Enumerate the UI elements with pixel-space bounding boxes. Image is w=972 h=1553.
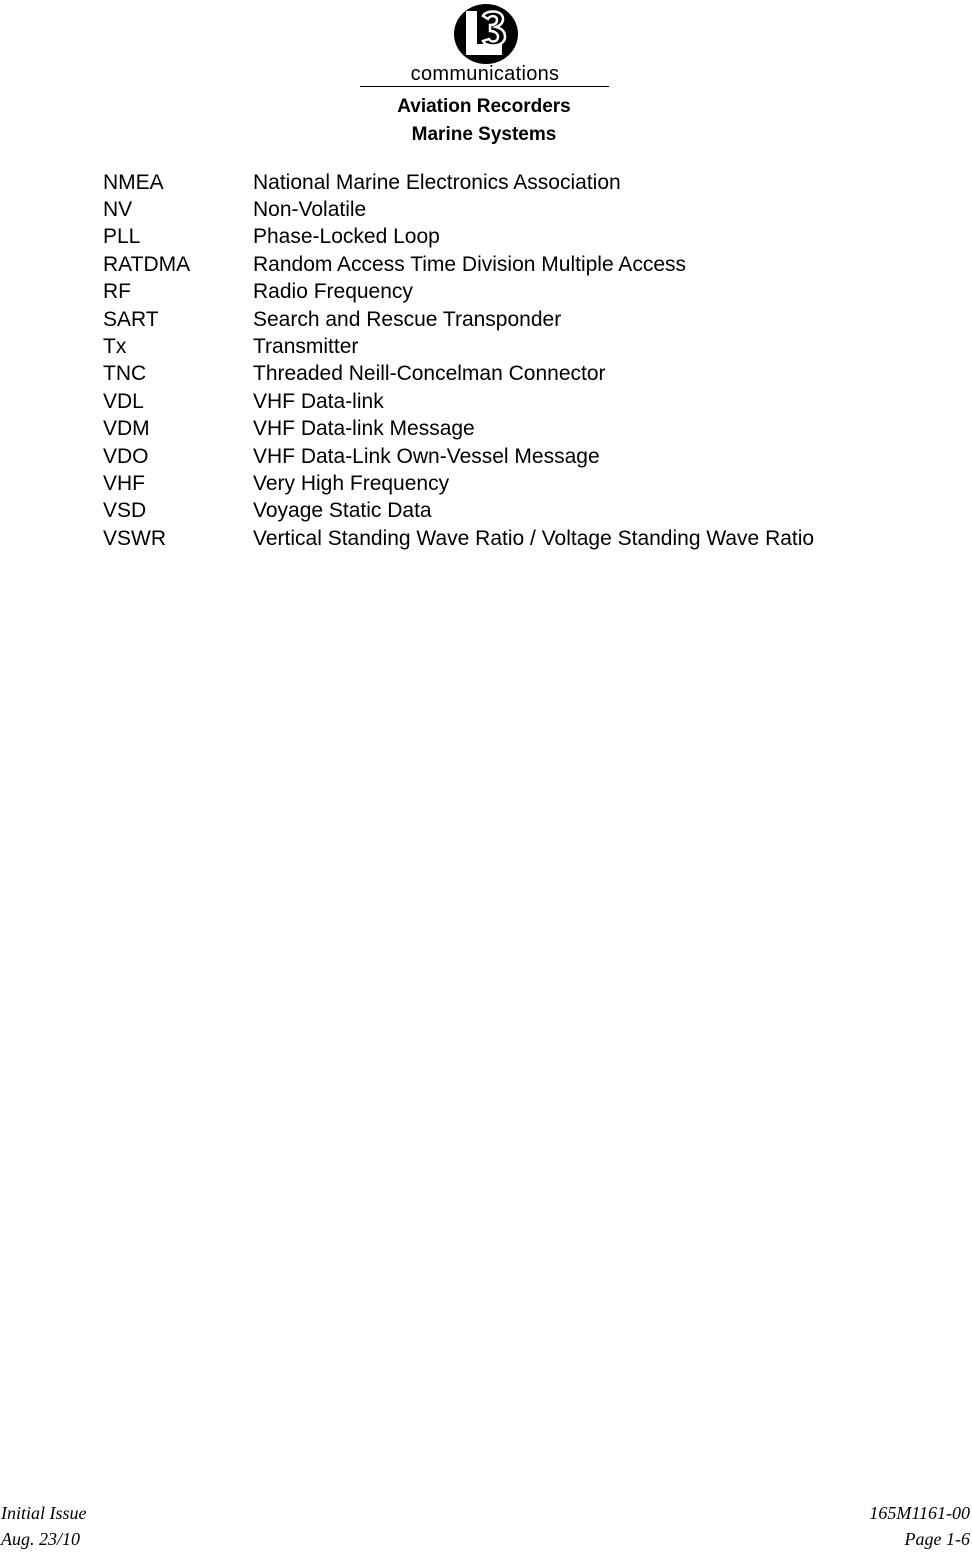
abbreviation-row xyxy=(103,361,923,388)
footer-issue-block xyxy=(1,1500,87,1552)
abbreviation-definition: National Marine Electronics Association xyxy=(253,170,621,194)
abbreviation-row xyxy=(103,169,923,196)
abbreviation-definition: VHF Data-link Message xyxy=(253,417,475,441)
abbreviation-term: TNC xyxy=(103,362,147,386)
footer-issue: Initial Issue xyxy=(1,1503,87,1523)
abbreviation-term: Tx xyxy=(103,335,127,359)
abbreviation-term: NMEA xyxy=(103,170,164,194)
abbreviation-row xyxy=(103,388,923,415)
abbreviation-term: VDM xyxy=(103,417,150,441)
abbreviation-term: NV xyxy=(103,198,133,222)
abbreviation-term: VSWR xyxy=(103,526,166,550)
abbreviation-definition: Search and Rescue Transponder xyxy=(253,307,562,331)
abbreviation-row xyxy=(103,251,923,278)
abbreviation-term: RATDMA xyxy=(103,252,191,276)
abbreviation-term: VSD xyxy=(103,499,147,523)
page-header xyxy=(0,0,972,150)
abbreviation-row xyxy=(103,443,923,470)
abbreviation-definition: Transmitter xyxy=(253,335,359,359)
abbreviation-list xyxy=(103,169,923,552)
logo-wordmark: communications xyxy=(410,63,560,85)
abbreviation-definition: Random Access Time Division Multiple Access xyxy=(253,252,686,276)
abbreviation-row xyxy=(103,470,923,497)
footer-date: Aug. 23/10 xyxy=(1,1529,80,1549)
abbreviation-term: PLL xyxy=(103,225,141,249)
abbreviation-definition: VHF Data-Link Own-Vessel Message xyxy=(253,444,600,468)
abbreviation-term: VDO xyxy=(103,444,149,468)
abbreviation-definition: VHF Data-link xyxy=(253,389,384,413)
abbreviation-term: VHF xyxy=(103,471,145,495)
abbreviation-term: RF xyxy=(103,280,131,304)
abbreviation-row xyxy=(103,416,923,443)
abbreviation-row xyxy=(103,306,923,333)
abbreviation-row xyxy=(103,196,923,223)
abbreviation-row xyxy=(103,333,923,360)
l3-logo-icon xyxy=(453,3,519,65)
abbreviation-definition: Voyage Static Data xyxy=(253,499,432,523)
abbreviation-definition: Vertical Standing Wave Ratio / Voltage Standing Wave Ratio xyxy=(253,526,815,550)
abbreviation-term: VDL xyxy=(103,389,144,413)
abbreviation-definition: Non-Volatile xyxy=(253,198,367,222)
abbreviation-row xyxy=(103,498,923,525)
abbreviation-definition: Radio Frequency xyxy=(253,280,413,304)
abbreviation-definition: Phase-Locked Loop xyxy=(253,225,440,249)
page-footer xyxy=(0,1500,972,1553)
footer-doc-block xyxy=(869,1500,970,1552)
abbreviation-definition: Very High Frequency xyxy=(253,471,450,495)
footer-page-number: Page 1-6 xyxy=(904,1529,970,1549)
abbreviation-term: SART xyxy=(103,307,159,331)
org-line-aviation: Aviation Recorders xyxy=(397,96,571,117)
abbreviation-row xyxy=(103,279,923,306)
abbreviation-row xyxy=(103,224,923,251)
abbreviation-row xyxy=(103,525,923,552)
logo-divider xyxy=(360,86,609,87)
footer-doc-number: 165M1161-00 xyxy=(869,1503,970,1523)
org-line-marine: Marine Systems xyxy=(411,124,557,145)
abbreviation-definition: Threaded Neill-Concelman Connector xyxy=(253,362,606,386)
